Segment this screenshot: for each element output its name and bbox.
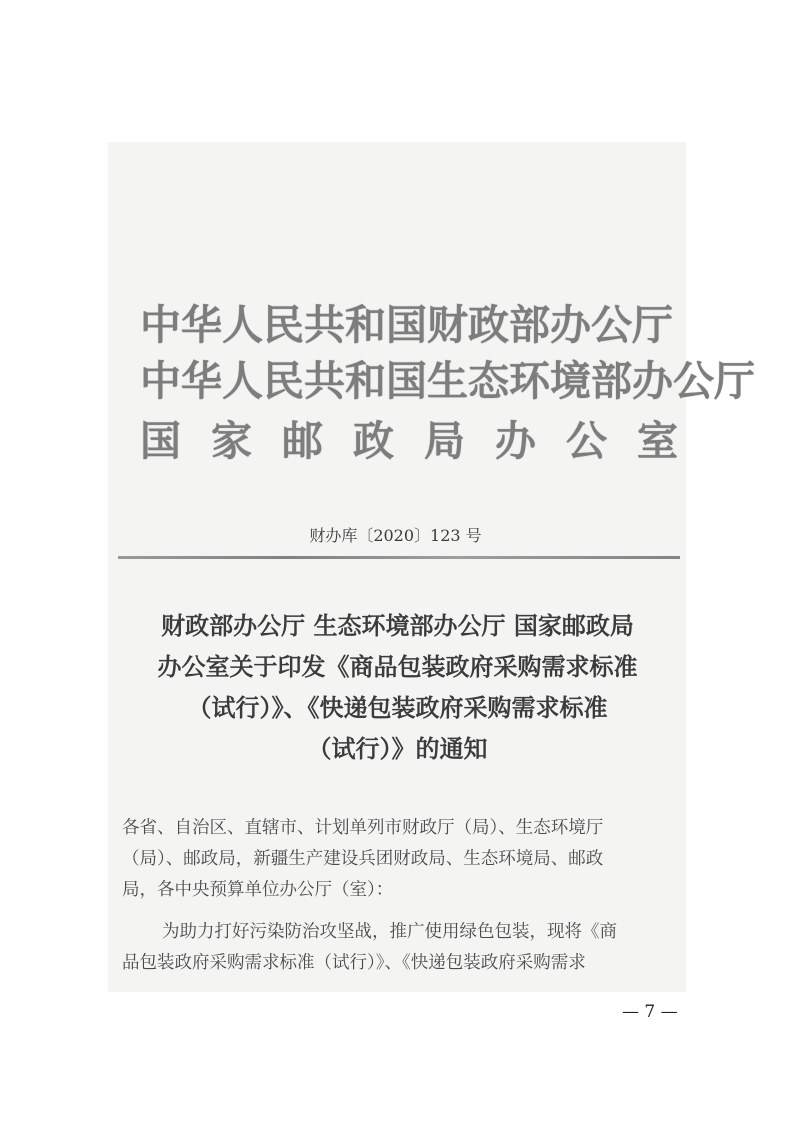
body-paragraph [122, 917, 688, 979]
document-number: 财办库〔2020〕123 号 [309, 526, 482, 545]
title-line: 办公室关于印发《商品包装政府采购需求标准 [157, 653, 638, 681]
document-title [110, 606, 685, 770]
body-line: 为助力打好污染防治攻坚战，推广使用绿色包装，现将《商 [162, 922, 617, 942]
title-line: 财政部办公厅 生态环境部办公厅 国家邮政局 [161, 612, 634, 640]
divider-rule [118, 556, 680, 559]
addressee-line: 局，各中央预算单位办公厅（室）： [122, 880, 394, 900]
letterhead-line-mee: 中华人民共和国生态环境部办公厅 [140, 357, 755, 405]
body-line: 品包装政府采购需求标准（试行）》、《快递包装政府采购需求 [122, 953, 586, 973]
title-line: （试行）》的通知 [307, 735, 488, 763]
addressee-line: （局）、邮政局，新疆生产建设兵团财政局、生态环境局、邮政 [122, 849, 604, 869]
addressee-line: 各省、自治区、直辖市、计划单列市财政厅（局）、生态环境厅 [122, 818, 604, 838]
addressees [122, 813, 688, 906]
page-number: — 7 — [622, 1002, 678, 1022]
title-line: （试行）》、《快递包装政府采购需求标准 [187, 694, 608, 722]
letterhead-line-spb: 国家邮政局办公室 [140, 417, 708, 465]
letterhead-line-mof: 中华人民共和国财政部办公厅 [140, 301, 673, 349]
